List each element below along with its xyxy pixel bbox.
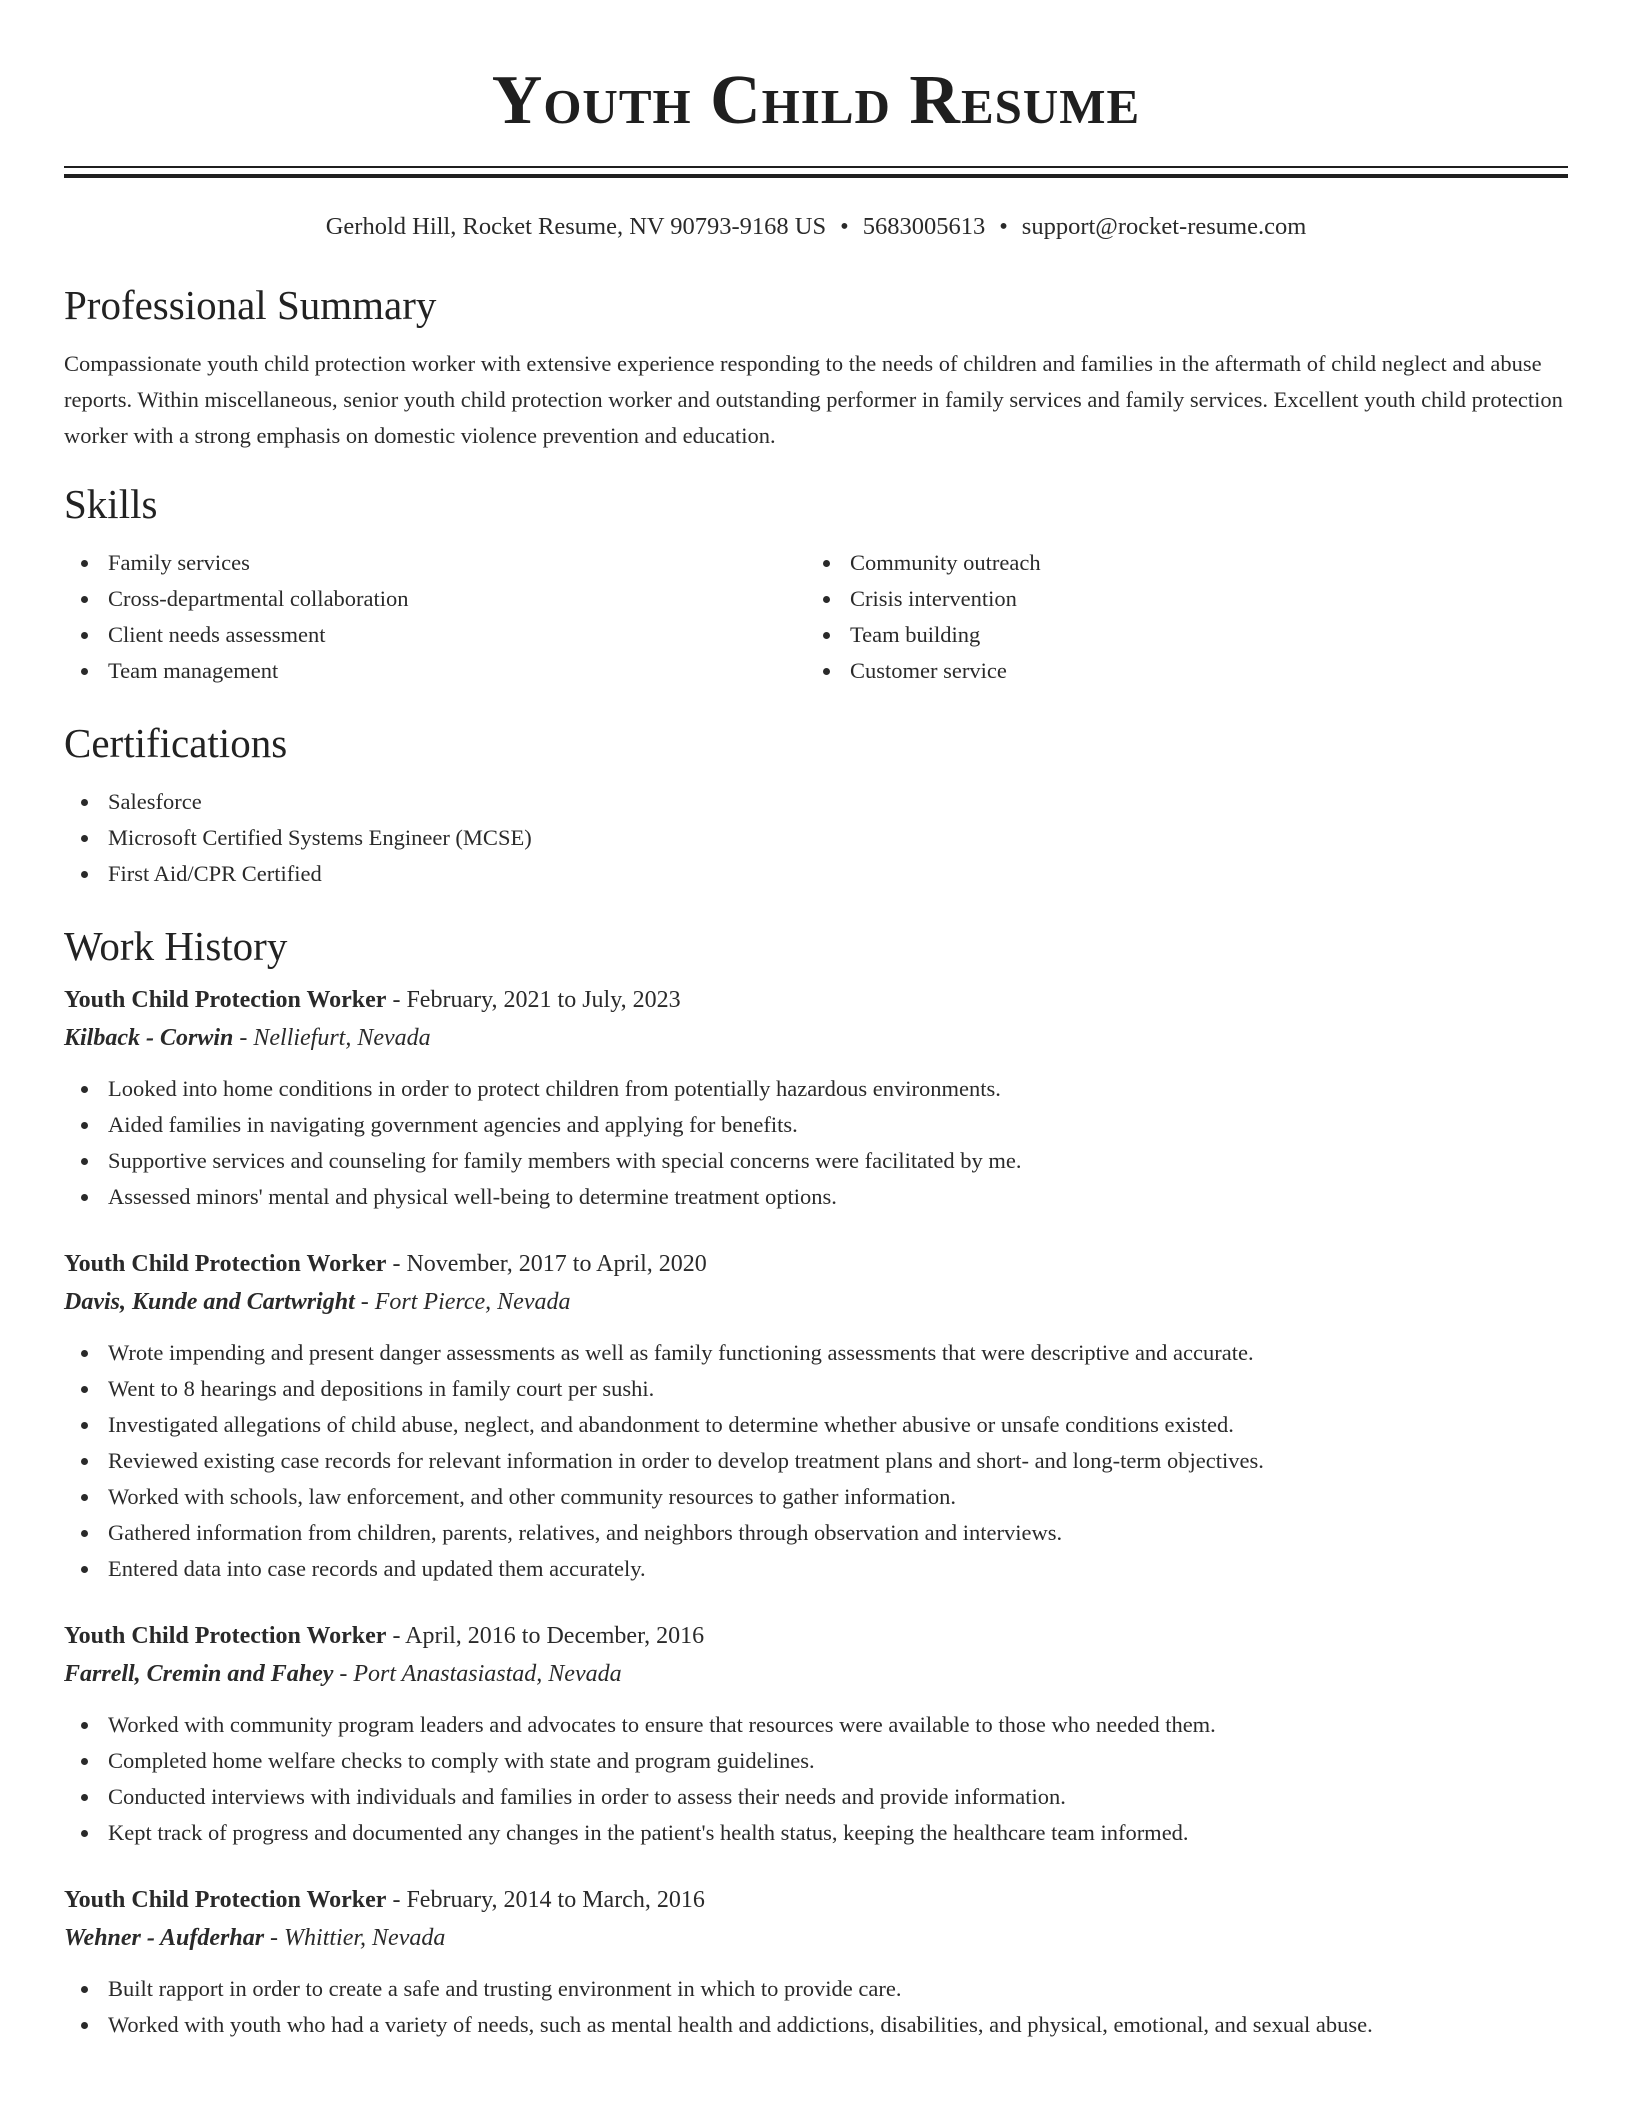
job-bullet: Aided families in navigating government agencies and applying for benefits. <box>64 1107 1568 1143</box>
job-company-line: Kilback - Corwin - Nelliefurt, Nevada <box>64 1025 431 1052</box>
job-company: Davis, Kunde and Cartwright <box>64 1289 355 1316</box>
job-location: Nelliefurt, Nevada <box>253 1025 431 1052</box>
job-bullet: Went to 8 hearings and depositions in family court per sushi. <box>64 1371 1568 1407</box>
job-header: Youth Child Protection Worker - February, 2014 to March, 2016 <box>64 1887 705 1914</box>
job-company-line: Davis, Kunde and Cartwright - Fort Pierce, Nevada <box>64 1289 571 1316</box>
job-bullet: Worked with schools, law enforcement, and other community resources to gather information. <box>64 1479 1568 1515</box>
skills-list-left <box>64 545 806 689</box>
job-entry <box>64 981 1568 1215</box>
job-entry <box>64 1245 1568 1587</box>
job-header: Youth Child Protection Worker - April, 2016 to December, 2016 <box>64 1623 705 1650</box>
job-bullet: Supportive services and counseling for family members with special concerns were facilitated by me. <box>64 1143 1568 1179</box>
certification-item: Salesforce <box>64 784 1568 820</box>
job-location: Whittier, Nevada <box>284 1925 446 1952</box>
skill-item: Team building <box>806 617 1548 653</box>
job-dates: February, 2014 to March, 2016 <box>406 1887 705 1914</box>
job-bullet: Assessed minors' mental and physical well-being to determine treatment options. <box>64 1179 1568 1215</box>
job-bullet: Looked into home conditions in order to protect children from potentially hazardous environments. <box>64 1071 1568 1107</box>
title-divider <box>64 166 1568 178</box>
certifications-heading: Certifications <box>64 720 288 767</box>
skills-grid <box>64 545 1568 689</box>
skill-item: Community outreach <box>806 545 1548 581</box>
contact-line <box>64 213 1568 241</box>
job-entry <box>64 1617 1568 1851</box>
certification-item: First Aid/CPR Certified <box>64 856 1568 892</box>
skill-item: Crisis intervention <box>806 581 1548 617</box>
job-bullets <box>64 1071 1568 1215</box>
job-title: Youth Child Protection Worker <box>64 1251 387 1278</box>
job-company: Wehner - Aufderhar <box>64 1925 265 1952</box>
job-dates: November, 2017 to April, 2020 <box>406 1251 707 1278</box>
skill-item: Customer service <box>806 653 1548 689</box>
job-bullets <box>64 1707 1568 1851</box>
contact-address: Gerhold Hill, Rocket Resume, NV 90793-9168 US <box>325 213 827 240</box>
job-bullets <box>64 1971 1568 2043</box>
job-bullet: Conducted interviews with individuals and families in order to assess their needs and provide information. <box>64 1779 1568 1815</box>
job-bullet: Gathered information from children, parents, relatives, and neighbors through observation and interviews. <box>64 1515 1568 1551</box>
skill-item: Cross-departmental collaboration <box>64 581 806 617</box>
contact-email: support@rocket-resume.com <box>1021 213 1307 240</box>
summary-text: Compassionate youth child protection worker with extensive experience responding to the needs of children and families in the aftermath of child neglect and abuse reports. Within miscellaneous, senior youth child protection worker and outstanding performer in family services and family services. Excellent youth child protection worker with a strong emphasis on domestic violence prevention and education. <box>64 351 1563 449</box>
job-bullet: Reviewed existing case records for relevant information in order to develop treatment plans and short- and long-term objectives. <box>64 1443 1568 1479</box>
job-company: Farrell, Cremin and Fahey <box>64 1661 334 1688</box>
work-history-heading: Work History <box>64 923 288 970</box>
job-bullet: Worked with youth who had a variety of needs, such as mental health and addictions, disabilities, and physical, emotional, and sexual abuse. <box>64 2007 1568 2043</box>
contact-phone: 5683005613 <box>862 213 986 240</box>
job-dates: April, 2016 to December, 2016 <box>405 1623 705 1650</box>
job-bullet: Completed home welfare checks to comply with state and program guidelines. <box>64 1743 1568 1779</box>
certification-item: Microsoft Certified Systems Engineer (MCSE) <box>64 820 1568 856</box>
job-bullets <box>64 1335 1568 1587</box>
job-bullet: Investigated allegations of child abuse, neglect, and abandonment to determine whether abusive or unsafe conditions existed. <box>64 1407 1568 1443</box>
contact-separator: • <box>999 213 1008 240</box>
contact-separator: • <box>840 213 849 240</box>
skill-item: Team management <box>64 653 806 689</box>
job-company-line: Farrell, Cremin and Fahey - Port Anastasiastad, Nevada <box>64 1661 622 1688</box>
job-bullet: Built rapport in order to create a safe and trusting environment in which to provide care. <box>64 1971 1568 2007</box>
job-entry <box>64 1881 1568 2043</box>
summary-heading: Professional Summary <box>64 282 437 328</box>
job-title: Youth Child Protection Worker <box>64 1887 387 1914</box>
skill-item: Client needs assessment <box>64 617 806 653</box>
skills-heading: Skills <box>64 481 158 528</box>
job-header: Youth Child Protection Worker - February, 2021 to July, 2023 <box>64 987 681 1014</box>
job-bullet: Worked with community program leaders and advocates to ensure that resources were available to those who needed them. <box>64 1707 1568 1743</box>
job-bullet: Kept track of progress and documented any changes in the patient's health status, keeping the healthcare team informed. <box>64 1815 1568 1851</box>
job-location: Fort Pierce, Nevada <box>374 1289 571 1316</box>
job-title: Youth Child Protection Worker <box>64 1623 387 1650</box>
job-bullet: Entered data into case records and updated them accurately. <box>64 1551 1568 1587</box>
job-title: Youth Child Protection Worker <box>64 987 387 1014</box>
job-location: Port Anastasiastad, Nevada <box>353 1661 622 1688</box>
resume-title: Youth Child Resume <box>491 62 1141 139</box>
certifications-list <box>64 784 1568 892</box>
skill-item: Family services <box>64 545 806 581</box>
skills-list-right <box>806 545 1548 689</box>
job-dates: February, 2021 to July, 2023 <box>406 987 681 1014</box>
job-company-line: Wehner - Aufderhar - Whittier, Nevada <box>64 1925 446 1952</box>
job-company: Kilback - Corwin <box>64 1025 234 1052</box>
job-header: Youth Child Protection Worker - November, 2017 to April, 2020 <box>64 1251 707 1278</box>
job-bullet: Wrote impending and present danger assessments as well as family functioning assessments that were descriptive and accurate. <box>64 1335 1568 1371</box>
